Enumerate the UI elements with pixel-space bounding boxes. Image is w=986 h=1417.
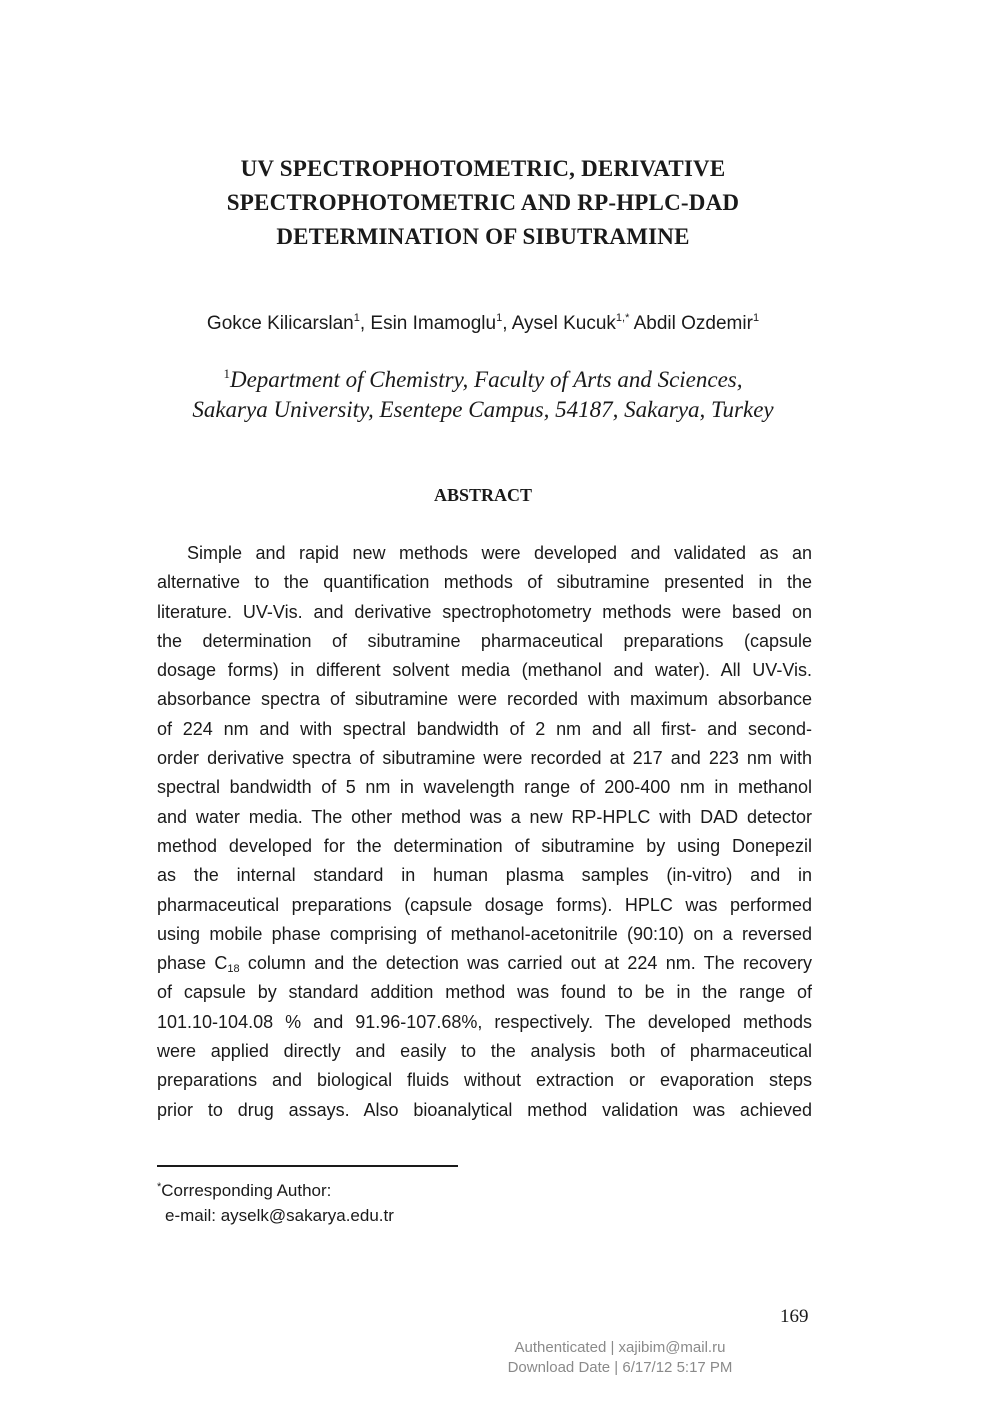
author-name: Esin Imamoglu xyxy=(370,313,497,334)
abstract-line: the determination of sibutramine pharmaceutical preparations (capsule xyxy=(157,630,812,651)
title-line: DETERMINATION OF SIBUTRAMINE xyxy=(276,224,690,249)
author-affiliation-mark: 1 xyxy=(752,312,760,324)
abstract-line: 101.10-104.08 % and 91.96-107.68%, respectively. The developed methods xyxy=(157,1011,812,1032)
footnote-marker: * xyxy=(157,1181,162,1193)
abstract-line: absorbance spectra of sibutramine were recorded with maximum absorbance xyxy=(157,689,812,710)
watermark-line-1: Authenticated | xajibim@mail.ru xyxy=(514,1339,726,1356)
abstract-line: method developed for the determination of sibutramine by using Donepezil xyxy=(157,835,812,856)
author-list xyxy=(100,310,866,338)
footnote-email: e-mail: ayselk@sakarya.edu.tr xyxy=(165,1206,394,1225)
abstract-heading: ABSTRACT xyxy=(433,485,533,505)
title-line: SPECTROPHOTOMETRIC AND RP-HPLC-DAD xyxy=(226,190,740,215)
author-affiliation-mark: 1 xyxy=(496,312,503,324)
abstract-line: as the internal standard in human plasma samples (in-vitro) and in xyxy=(157,865,812,886)
affiliation-line xyxy=(100,365,866,395)
author-name: Aysel Kucuk xyxy=(511,313,616,334)
affiliation-line-1: Department of Chemistry, Faculty of Arts and Sciences, xyxy=(229,367,743,392)
subscript: 18 xyxy=(227,963,240,976)
abstract-line: and water media. The other method was a new RP-HPLC with DAD detector xyxy=(157,806,812,827)
author-affiliation-mark: 1,* xyxy=(615,312,630,324)
abstract-line: dosage forms) in different solvent media (methanol and water). All UV-Vis. xyxy=(157,660,812,681)
footnote-divider xyxy=(157,1165,458,1167)
title-line: UV SPECTROPHOTOMETRIC, DERIVATIVE xyxy=(240,156,726,181)
page-number: 169 xyxy=(780,1306,809,1327)
abstract-line: order derivative spectra of sibutramine were recorded at 217 and 223 nm with xyxy=(157,748,812,769)
abstract-line: Simple and rapid new methods were developed and validated as an xyxy=(187,543,812,563)
abstract-line-with-subscript xyxy=(157,949,812,978)
abstract-line: literature. UV-Vis. and derivative spectrophotometry methods were based on xyxy=(157,601,812,622)
author-separator: , xyxy=(502,313,512,334)
footnote-author-line xyxy=(157,1178,394,1203)
abstract-text: column and the detection was carried out at 224 nm. The recovery xyxy=(239,953,812,974)
download-watermark xyxy=(470,1338,770,1378)
author-name: Abdil Ozdemir xyxy=(633,313,753,334)
abstract-line: of capsule by standard addition method was found to be in the range of xyxy=(157,982,812,1003)
watermark-line-2: Download Date | 6/17/12 5:17 PM xyxy=(507,1359,733,1376)
affiliation xyxy=(100,365,866,425)
footnote-label: Corresponding Author: xyxy=(161,1181,332,1200)
abstract-body xyxy=(157,539,812,1125)
author-affiliation-mark: 1 xyxy=(353,312,360,324)
author-separator: , xyxy=(359,313,371,334)
author-name: Gokce Kilicarslan xyxy=(206,313,354,334)
affiliation-line-2: Sakarya University, Esentepe Campus, 54187, Sakarya, Turkey xyxy=(192,397,774,422)
abstract-line: spectral bandwidth of 5 nm in wavelength range of 200-400 nm in methanol xyxy=(157,777,812,798)
abstract-line: alternative to the quantification methods of sibutramine presented in the xyxy=(157,572,812,593)
abstract-line: of 224 nm and with spectral bandwidth of 2 nm and all first- and second- xyxy=(157,718,812,739)
abstract-line: pharmaceutical preparations (capsule dosage forms). HPLC was performed xyxy=(157,894,812,915)
abstract-line: using mobile phase comprising of methanol-acetonitrile (90:10) on a reversed xyxy=(157,923,812,944)
affiliation-mark: 1 xyxy=(223,366,230,381)
abstract-line: preparations and biological fluids without extraction or evaporation steps xyxy=(157,1070,812,1091)
footnote xyxy=(157,1178,394,1228)
abstract-text: phase C xyxy=(157,953,228,974)
paper-title xyxy=(150,152,816,254)
abstract-line: were applied directly and easily to the analysis both of pharmaceutical xyxy=(157,1041,812,1062)
abstract-line: prior to drug assays. Also bioanalytical method validation was achieved xyxy=(157,1099,812,1120)
